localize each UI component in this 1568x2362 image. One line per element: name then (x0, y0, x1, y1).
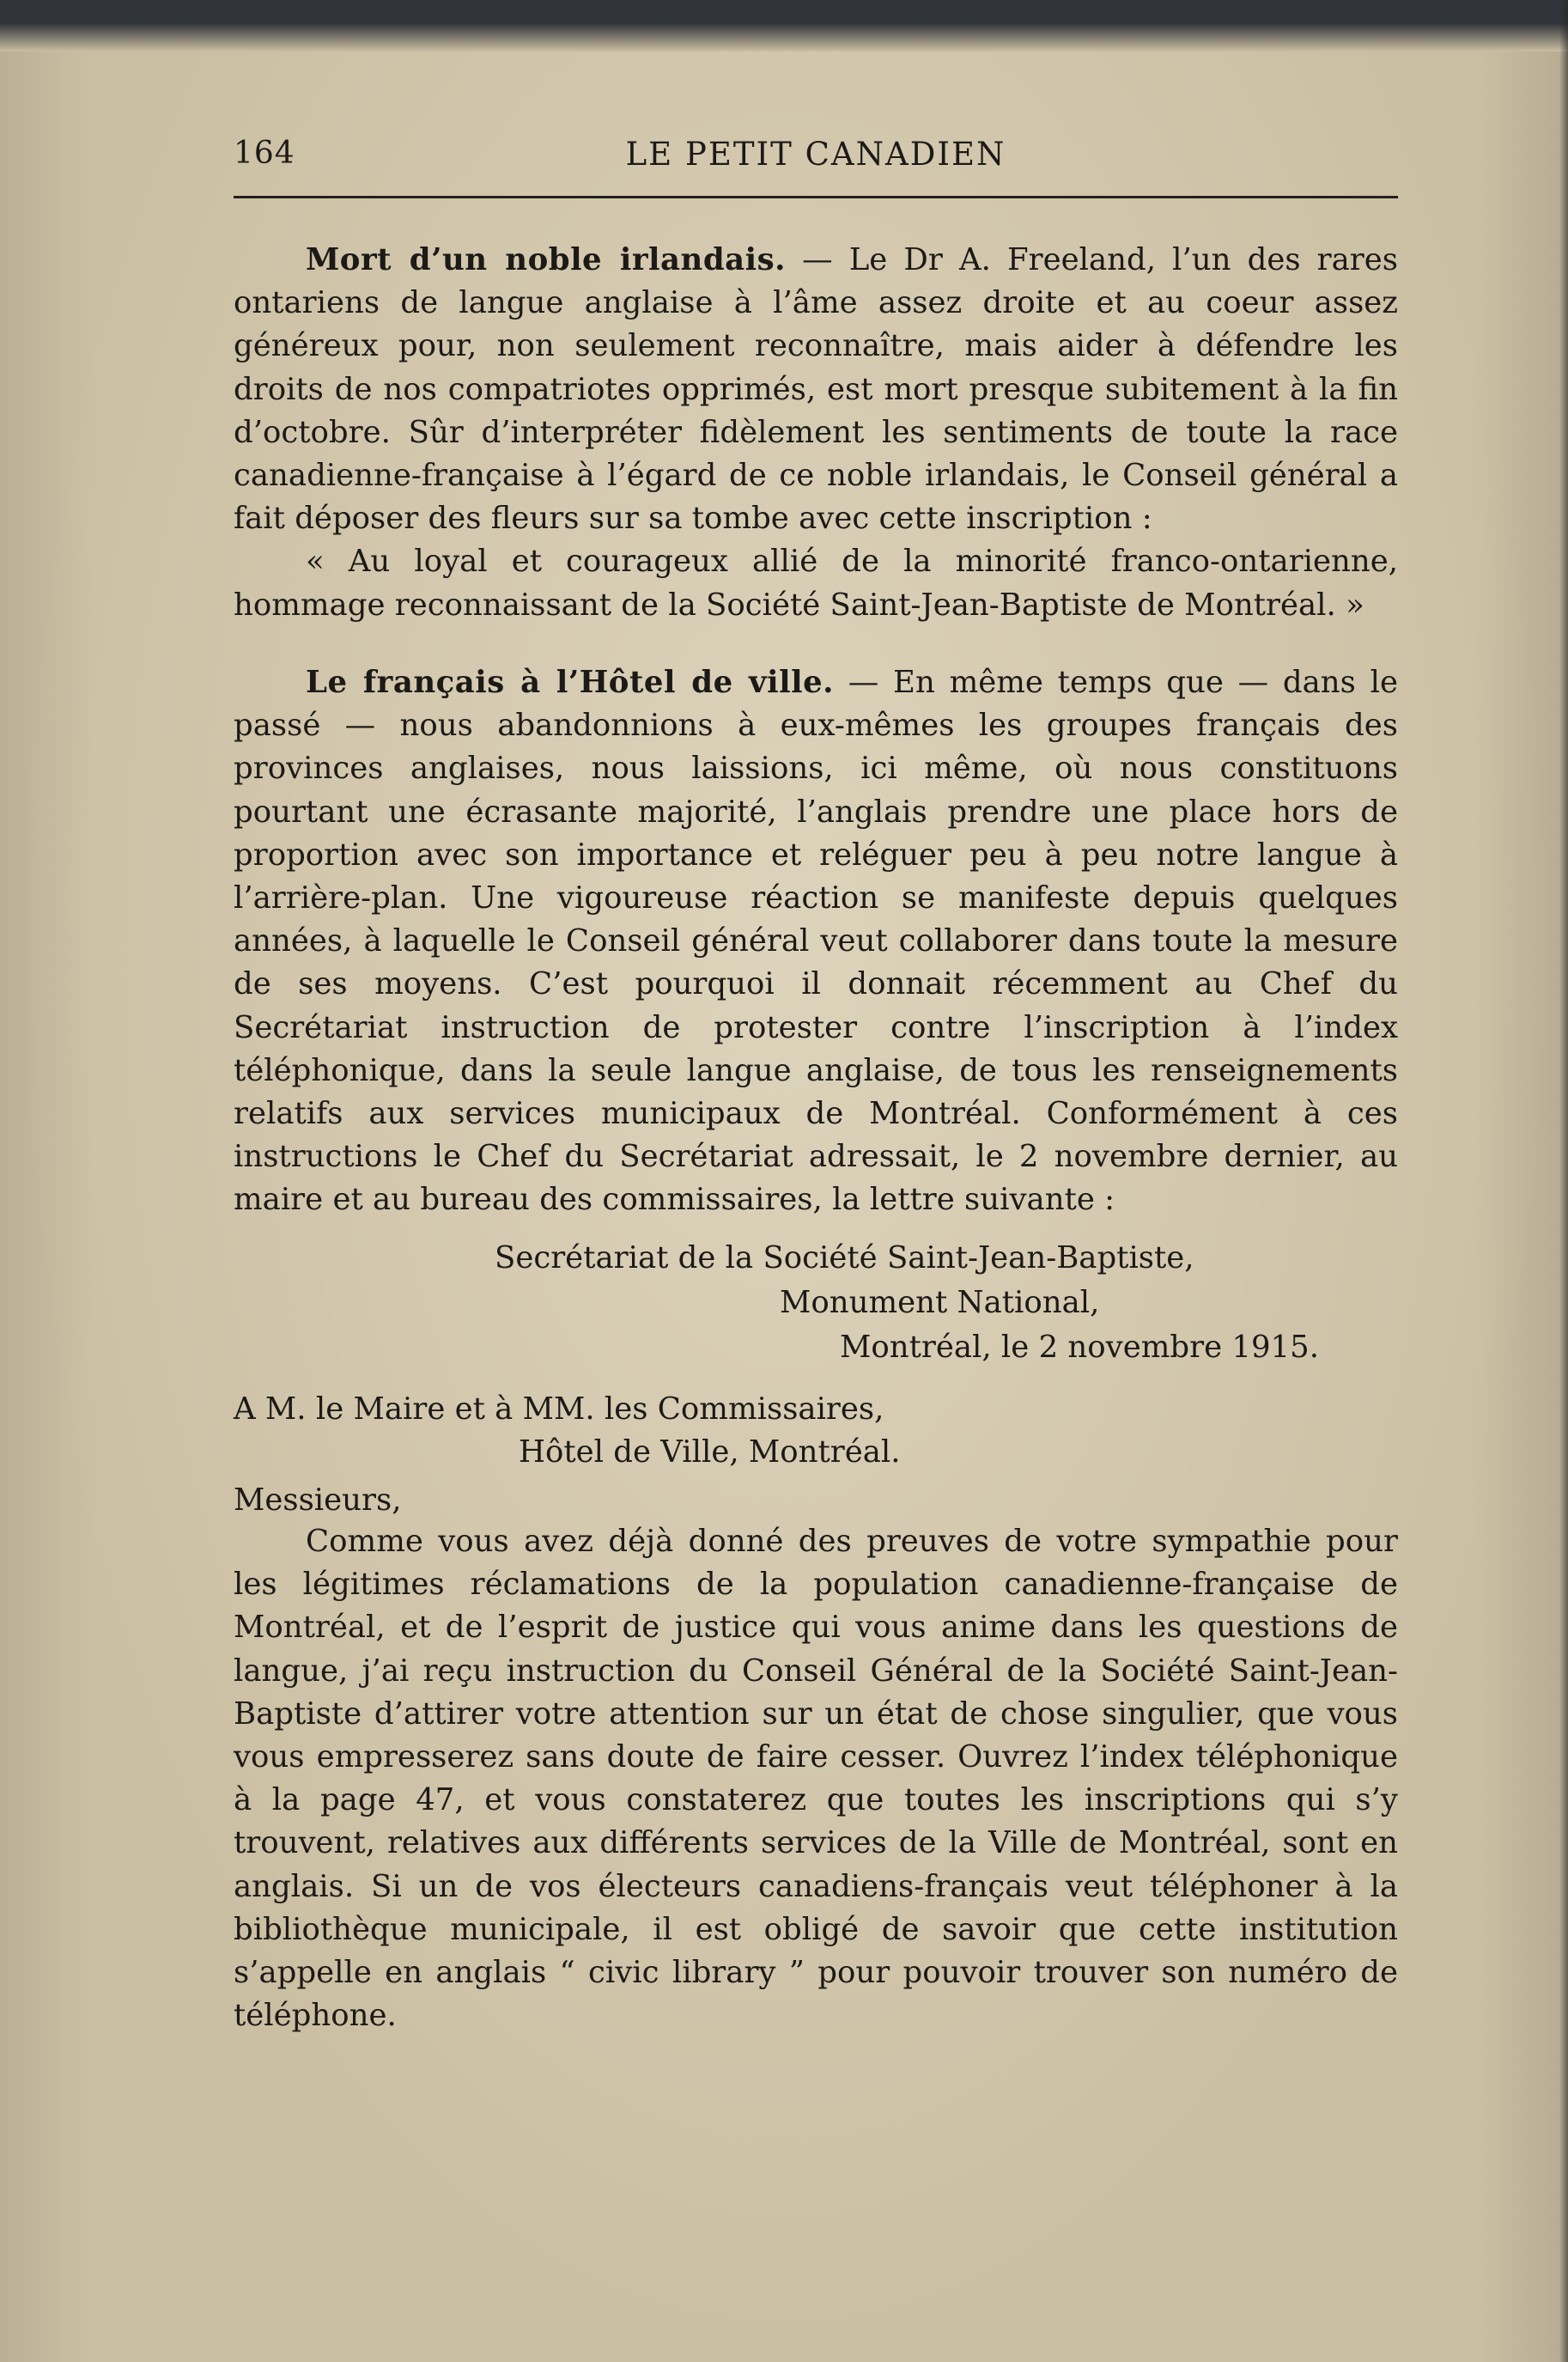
paragraph (234, 239, 1398, 540)
letter-addressee-location: Hôtel de Ville, Montréal. (519, 1434, 901, 1470)
paragraph-body: — En même temps que — dans le passé — nous abandonnions à eux-mêmes les groupes français des provinces anglaises, nous laissions, ici même, où nous constituons pourtant une écrasante majorité, l’anglais prendre une place hors de proportion avec son importance et reléguer peu à peu notre langue à l’arrière-plan. Une vigoureuse réaction se manifeste depuis quelques années, à laquelle le Conseil général veut collaborer dans toute la mesure de ses moyens. C’est pourquoi il donnait récemment au Chef du Secrétariat instruction de protester contre l’inscription à l’index téléphonique, dans la seule langue anglaise, de tous les renseignements relatifs aux services municipaux de Montréal. Conformément à ces instructions le Chef du Secrétariat adressait, le 2 novembre dernier, au maire et au bureau des commissaires, la lettre suivante : (234, 665, 1398, 1218)
page-number: 164 (234, 136, 295, 171)
running-title: LE PETIT CANADIEN (625, 136, 1006, 173)
paragraph: Comme vous avez déjà donné des preuves de votre sympathie pour les légitimes réclamations de la population canadienne-française de Montréal, et de l’esprit de justice qui vous anime dans les questions de langue, j’ai reçu instruction du Conseil Général de la Société Saint-Jean-Baptiste d’attirer votre attention sur un état de chose singulier, que vous vous empresserez sans doute de faire cesser. Ouvrez l’index téléphonique à la page 47, et vous constaterez que toutes les inscriptions qui s’y trouvent, relatives aux différents services de la Ville de Montréal, sont en anglais. Si un de vos électeurs canadiens-français veut téléphoner à la bibliothèque municipale, il est obligé de savoir que cette institution s’appelle en anglais “ civic library ” pour pouvoir trouver son numéro de téléphone. (234, 1524, 1398, 2034)
header-rule (234, 196, 1398, 198)
letter-addressee: A M. le Maire et à MM. les Commissaires, (234, 1391, 884, 1427)
letter-date: Montréal, le 2 novembre 1915. (840, 1330, 1320, 1365)
paragraph (234, 661, 1398, 1222)
section-heading: Le français à l’Hôtel de ville. (306, 665, 835, 700)
letter-salutation: Messieurs, (234, 1482, 402, 1518)
letter-sender-line: Monument National, (780, 1285, 1100, 1320)
letter-sender-line: Secrétariat de la Société Saint-Jean-Baptiste, (495, 1240, 1194, 1275)
paragraph-body: — Le Dr A. Freeland, l’un des rares ontariens de langue anglaise à l’âme assez droite et au coeur assez généreux pour, non seulement reconnaître, mais aider à défendre les droits de nos compatriotes opprimés, est mort presque subitement à la fin d’octobre. Sûr d’interpréter fidèlement les sentiments de toute la race canadienne-française à l’égard de ce noble irlandais, le Conseil général a fait déposer des fleurs sur sa tombe avec cette inscription : (234, 242, 1399, 537)
inscription-quote: « Au loyal et courageux allié de la minorité franco-ontarienne, hommage reconnaissant de la Société Saint-Jean-Baptiste de Montréal. » (234, 544, 1398, 623)
section-city-hall (234, 661, 1398, 1222)
section-heading: Mort d’un noble irlandais. (306, 242, 786, 277)
page-edge (1559, 0, 1568, 2362)
scan-border (0, 0, 1568, 52)
section-death-notice (234, 239, 1398, 627)
letter-body (234, 1520, 1398, 2037)
page-header (234, 129, 1398, 180)
